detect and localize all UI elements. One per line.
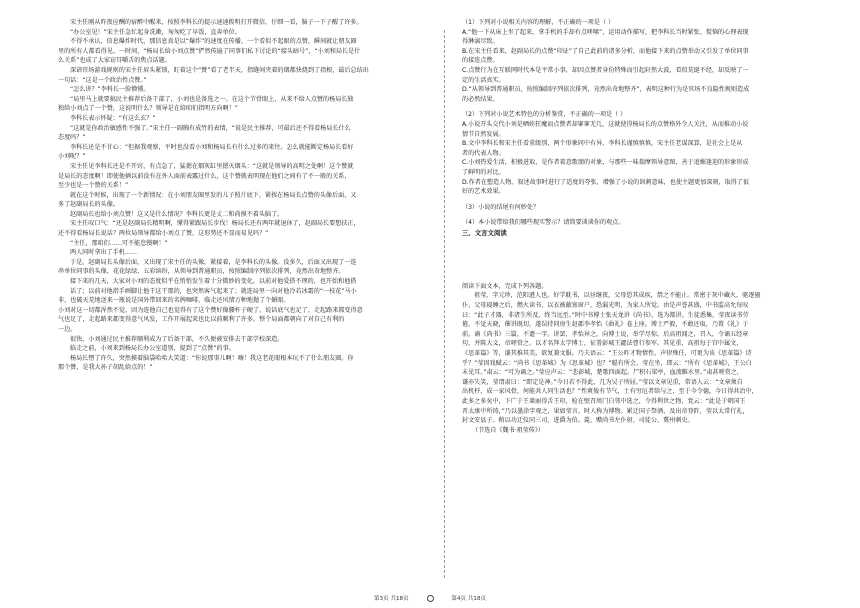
body-line: 宋主任见李科长还是不开窍，有点急了，猛摁在烟灰缸里摁灭烟头：“这就是领导的高明之处啊！这个赞就 [70,162,354,170]
classical-line: 晋太康中所铸，”乃以墨涂字观之，果如莹言。时人称为博物。累迁国子祭酒，及出帝登阼，莹以太常行礼， [462,407,749,415]
classical-line: 前，诵《尚书》三篇，不遗一字。讲罢，孝怡异之，向博士说，举学尽惊。后高祖闻之，召入，令诵五经章 [462,330,749,338]
classical-line: 出机杼，成一家风骨，何能共人同生活也？”性爽俊有节气，士有穷厄者给与之，至于今令德，今日得共冶中， [462,388,758,396]
footer-right-page-number: 第4页 共18页 [451,596,487,602]
classical-line: 曰：“此子才器，非诸生所及，终当远至。”时中书博士张天龙讲《尚书》，选为都讲。生徒悉集，莹夜读书劳 [462,311,749,319]
q2-option-c-cont: 了鲜明的对比。 [462,168,505,176]
classical-line: 祖莹，字元珍，范阳遒人也。好学耽书，以昼继夜，父母恐其成疾，禁之不能止。常密于灰中藏火，驱逐僮 [474,292,761,300]
body-line: 宋主任刚从昨夜应酬的宿醉中醒来，按照李科长的提示速速拨明打开微信，仔细一看，脑子一下子醒了许多。 [70,19,363,26]
body-line: 里的所有人都看得见。一时间，“杨局长给小刘点赞”俨然传遍了同事们私下讨论的“接头暗号”，“小刘和局长是什 [58,47,361,55]
source-citation: （节选自《魏书·祖莹传》） [472,426,545,434]
body-line: 串单位同事的头像，花花绿绿，五彩缤纷，从领导到普通职员，按照编制序列依次排列，竟然出奇地整齐。 [58,268,345,276]
body-line: “局里马上就要搞民主推荐后备干部了，小刘也是备选之一。在这个节骨眼上，从来不给人点赞的杨局长独 [70,95,354,103]
body-line: 深谙官场游戏规则的宋主任眉头紧锁，盯着这个“赞”看了老半天，指缝间夹着的烟都快烧到了指根，最后总结出 [70,66,369,74]
q2-option-b: B.文中李科长和宋主任看重级别，两个形象同中有异，李科长谨慎慎慎，宋主任老谋深算，是社会上是从 [462,140,743,148]
body-line: “这就是你政治敏感性不强了。”宋主任一副胸有成竹的表情，“说是民主推荐，可最后还不得看杨局长什么 [70,124,351,132]
q2-head: （2）下列对小说艺术特色的分析鉴赏，不正确的一项是（ ） [462,111,627,119]
body-line: 至少也是一个赞的关系！” [58,182,129,190]
q1-option-b: B.在宋主任看来，赵副局长的点赞“印证”了自己此前的诸多分析，而他接下来的点赞举动又引发了单位同事 [462,47,749,55]
classical-line: 此多之多矣中，下广于王莱丽得舌王印，检在壁召周门白邻中选之，令得利世之物，党云：“此是于朝国王 [462,398,746,405]
q1-option-b-cont: 的接连点赞。 [462,57,499,65]
q2-option-d: D.作者在塑造人物、叙述故事时进行了适度的夸张，增强了小说的讽刺意味，也使主题更加深刻，取得了很 [462,178,749,186]
classical-line: 仆，父母寝睡之后，燃火读书，以衣被蔽塞窗户，恐漏光明，为家人所觉。由是声誉甚盛，中书监高允每叹 [462,302,749,310]
body-line: 独给小刘点了一个赞，这说明什么？领导是在给咱们指明方向啊！” [58,105,238,113]
body-line: 两人同时拿出了手机…… [70,249,138,257]
body-line: 非，也破天荒地送来一瓶说是国外带回来的名牌咖啡，临走还风情万种地抛了个媚眼。 [58,297,290,305]
classical-line: 句，并陈大义，帝嗟赏之。以才名拜太学博士，征署彭城王勰法曹行参军。其见重，高祖每于宫中属文， [462,340,743,348]
body-line: 杨局长愣了许久，突然摸着脑袋哈哈大笑道：“你说那事儿啊！嗨！我这老花眼根本玩不了什么朋友圈。你 [70,354,354,362]
body-line: “办公室见！”宋主任急忙起身洗漱，匆匆吃了早饭，直奔单位。 [70,28,241,36]
section-title: 三、文言文阅读 [462,228,507,237]
body-line: 就在这个时候，出现了一个新情况：在小刘朋友圈里发的儿子照片底下，紧挨在杨局长点赞的头像后面，又 [70,191,357,199]
footer-left-page-number: 第3页 共18页 [373,596,409,602]
body-line: 么关系”也成了大家窃耳嚼舌的焦点话题。 [58,57,171,65]
body-line: 赵副局长也给小刘点赞！这又是什么情况？李科长更是丈二和尚摸不着头脑了。 [70,210,284,218]
body-line: 宋主任叹口气：“还是赵副局长精明啊，懂得紧跟局长步伐！杨局长还有两年就退休了，赵副局长要想扶正， [70,220,360,228]
body-line: 那个赞，是我大孙子胡乱给点的！” [58,364,153,372]
body-line: 一边。 [58,326,77,333]
body-line: 李科长表示怀疑：“有这么玄？” [70,114,156,122]
body-line: 小刘呢？” [58,153,86,161]
classical-line: 封文安县子。稍以功迁仪同三司，进爵为伯。薨，赠尚书左仆射、司徒公、冀州刺史。 [462,417,694,425]
page-divider [444,30,445,578]
classical-line: 未见耳。”肃云：“可为诵之。”莹应声云：“悲彭城，楚歌四面起。尸积石梁亭，血流睢水里。”肃甚嗟赏之， [462,369,743,377]
classical-line: 谦亦失笑，莹谓肃曰：“即定是神。”今日若不得此，几为吴子所屈。”莹以文章见重，常语人云：“文章须自 [462,378,743,386]
body-line: 话了；以前对他指手画脚让他干这干那的，也突然客气起来了；就连局里一向对他冷若冰霜的“一枝花”马小 [70,287,357,295]
body-line: 很快，小刘通过民主推荐顺利成为了后备干部，不久便被安排去干部学校深造。 [70,335,284,343]
body-line: 还不得看杨局长说话？两位局领导都给小刘点了赞，这形势还不显而易见吗？” [58,230,269,238]
body-line: 于是，赵副局长头像后面，又出现了宋主任的头像，紧接着，是李科长的头像。没多久，后面又出现了一连 [70,258,357,266]
body-line: 是局长的态度啊！即使他俩以前没有在外人面前表露过什么，这个赞就表明现在他们之间有了不一般的关系， [58,172,351,180]
classical-line: 乎？”莹因戏赋云：“尚书《思革城》为《思革城》也？”聪有所会，莹在坐，即云：“所有《思革城》，王公白 [462,359,752,367]
right-page [462,18,824,588]
body-line: 临走之前，小刘来到杨局长办公室道别，提到了“点赞”的事。 [70,345,235,353]
q1-option-d-cont: 的必然结果。 [462,95,499,103]
q2-option-a: A.小说开头交代小刘是晒娃狂魔而点赞者却寥寥无几，这就使得杨局长的点赞格外令人关注，从而推动小说 [462,120,749,128]
q2-option-a-cont: 情节自然发展。 [462,130,505,138]
left-page [58,18,426,588]
q1-head: （1）下列对小说相关内容的理解，不正确的一项是（ ） [462,19,615,26]
body-line: 接下来的几天，大家对小刘的态度似乎在悄悄发生着十分微妙的变化。以前对他爱搭不理的，也开始和他搭 [70,278,357,286]
classical-text [462,291,824,425]
q1-option-d: D.“从领导到普通职员，按照编制序列依次排列，竟然出奇地整齐”，表明这种行为是官场不良隐性规则造成 [462,86,750,94]
body-line: 气也足了，走起路来都变得意气风发，工作开展起来也比以前顺利了许多。整个局面都朝向了对自己有利的 [58,316,345,324]
q1-option-a: A.“他一下从床上坐了起来，拿手机的手却有点哆嗦”，运用动作描写，把李科长当时紧张、慌恼的心理表现 [462,28,749,36]
body-line: “主任，那咱们……可不能怠慢啊！” [70,239,168,247]
q1-option-c-cont: 定的生活真实。 [462,76,505,84]
body-line: 一句话：“这是一个政治性点赞。” [58,76,147,84]
body-line: “怎么讲？”李科长一脸懵懂。 [70,86,150,94]
q1-option-c: C.点赞行为在互联网时代本是平常小事，却因点赞者身份特殊而引起轩然大波，看似荒诞不经，却反映了一 [462,66,749,74]
q2-option-b-cont: 者的代表人物。 [462,149,505,157]
page-separator-circle-icon [427,595,434,602]
body-line: 不得不承认，信息爆炸时代，那信息真是以“爆炸”的速度在传播，一个看似不起眼的点赞，瞬间就让朋友圈 [70,38,357,46]
body-line: 李科长还是不甘心：“但据我观察，平时也没看小刘和杨局长有什么过多的来往。怎么就能断定杨局长看好 [70,143,354,151]
q3-text: （3）小说的结尾有何妙处？ [462,203,540,211]
q2-option-c: C.小刘热爱生活，积极进取，是作者着意歌颂的对象，与那些一味揣摩领导意图，善于追媚逢迎的形象形成 [462,159,749,167]
body-line: 多了赵副局长的头像。 [58,201,119,209]
q1-option-a-cont: 得淋漓尽致。 [462,38,499,46]
q2-option-d-cont: 好的艺术效果。 [462,188,505,196]
body-line: 小刘对这一切都浑然不觉。因为连他自己也觉得有了这个赞好像腰杆子硬了，说话底气也足了，走起路来都变得意 [58,306,363,314]
q4-text: （4）本小说带给我们哪些现实警示？请简要谈谈你的观点。 [462,219,625,227]
page-footer [0,594,860,602]
classical-line: 倦，不觉天晓，催讲既切，遂误持同房生赵郡李孝怡《曲礼》卷上座。博士严毅，不敢还取，乃置《礼》于 [462,321,749,329]
instruction-text: 阅读下面文本，完成下列各题。 [462,282,548,290]
body-line: 态度吗？” [58,134,86,142]
classical-line: 《思革篇》等，谦其推其美，欲复兼文服。乃夫语云：“王公昨才物情性，声律殊任，可更为该《思革篇》诗 [462,350,752,358]
